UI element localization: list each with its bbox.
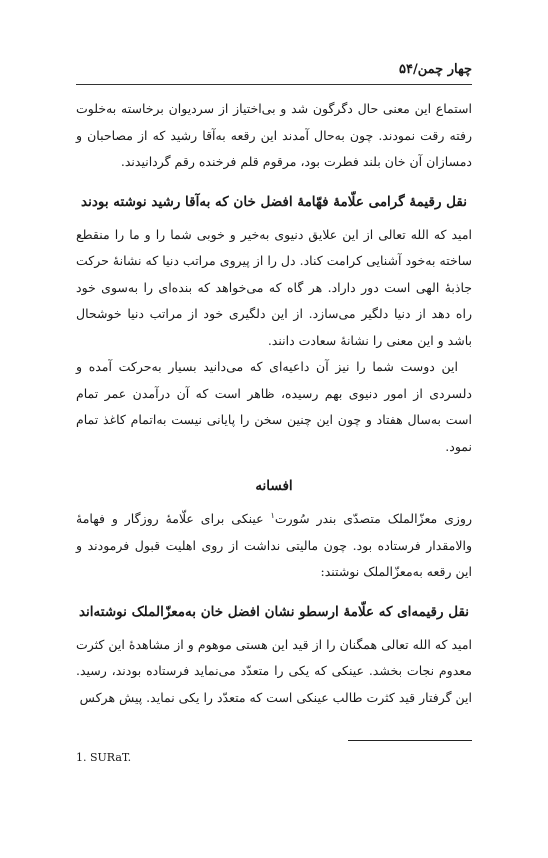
footnote: 1. SURaT. — [76, 751, 132, 764]
section-heading-afsaneh: افسانه — [255, 478, 293, 494]
page-body — [76, 96, 472, 711]
section-heading-letter-rashid: نقل رقیمهٔ گرامی علّامهٔ فهّامهٔ افضل خان که به‌آقا رشید نوشته بودند — [81, 193, 467, 210]
section-heading-letter-moizz: نقل رقیمه‌ای که علّامهٔ ارسطو نشان افضل خان به‌معزّالملک نوشته‌اند — [78, 603, 470, 620]
paragraph-1: استماع این معنی حال دگرگون شد و بی‌اختیاز از سردیوان برخاسته به‌خلوت رفته رقت نمودند. چون به‌حال آمدند این رقعه به‌آقا رشید که از مصاحبان و دمسازان آن خان بلند فطرت بود، مرقوم قلم فرخنده رقم گردانیدند. — [76, 101, 472, 169]
paragraph-2: امید که الله تعالی از این علایق دنیوی به‌خیر و خوبی شما را و ما را منقطع ساخته به‌خود آشنایی کرامت کناد. دل را از پیروی مراتب دنیا که نشانهٔ حرکت جاذبهٔ الهی است دور داراد. هر گاه که می‌خواهد که بنده‌ای را به‌سوی خود راه دهد از دنیا دلگیر می‌سازد. از این دلگیری خود از مراتب دنیا خوشحال باشد و این معنی را نشانهٔ سعادت دانند. — [76, 226, 472, 348]
running-header: چهار چمن/۵۴ — [399, 62, 472, 77]
footnote-rule — [348, 740, 472, 741]
paragraph-4-end: عینکی برای علّامهٔ روزگار و فهامهٔ والامقدار فرستاده بود. چون مالیتی نداشت از روی اهلیت قبول فرمودند و این رقعه به‌معزّالملک نوشتند: — [76, 511, 472, 579]
footnote-marker: ۱ — [270, 510, 275, 520]
paragraph-3: این دوست شما را نیز آن داعیه‌ای که می‌دانید بسیار به‌حرکت آمده و دلسردی از امور دنیوی بهم رسیده، ظاهر است که آن درآمدن عمر تمام است به‌سال هفتاد و چون این چنین سخن را پایانی نیست به‌اتمام کاغذ تمام نمود. — [76, 359, 472, 454]
paragraph-4 — [76, 506, 472, 586]
paragraph-5: امید که الله تعالی همگنان را از قید این هستی موهوم و از مشاهدهٔ این کثرت معدوم نجات بخشد. عینکی که یکی را متعدّد می‌نماید فرستاده بودند، رسید. این گرفتار قید کثرت طالب عینکی است که متعدّد را یکی نماید. پیش هرکس — [76, 636, 472, 705]
paragraph-4-start: روزی معزّالملک متصدّی بندر سُورت — [274, 511, 472, 526]
header-rule — [76, 84, 472, 85]
